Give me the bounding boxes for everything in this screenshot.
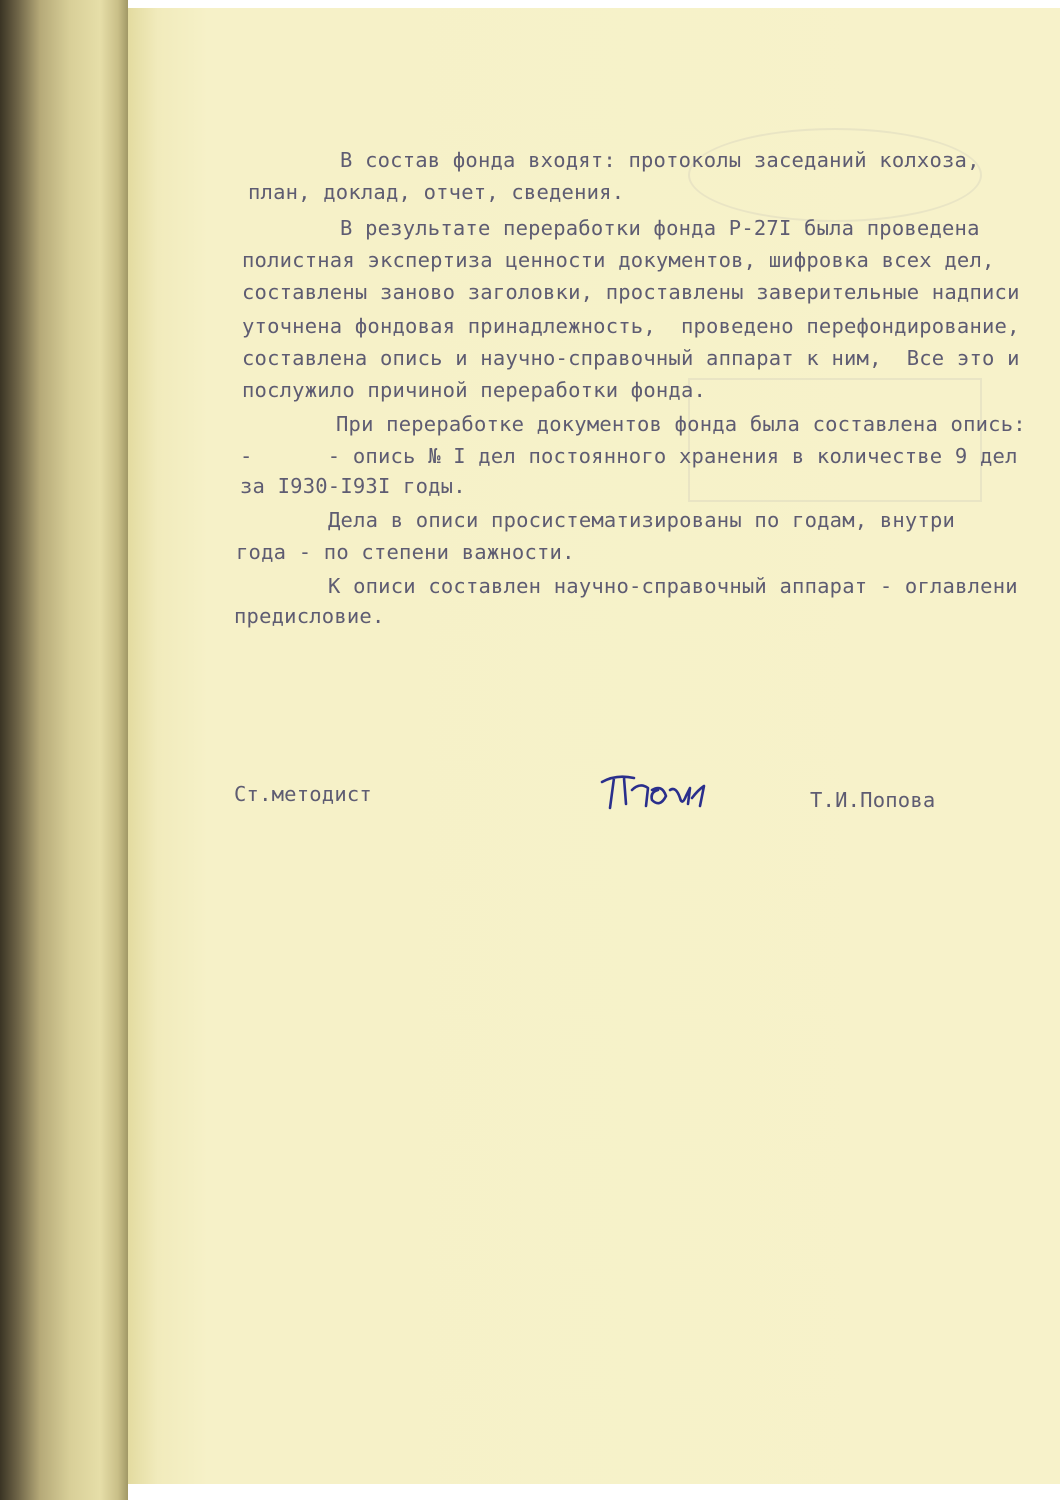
text-line: К описи составлен научно-справочный аппарат - оглавлени (328, 574, 1018, 598)
text-line: послужило причиной переработки фонда. (242, 378, 707, 402)
position-title: Ст.методист (234, 782, 372, 806)
text-line: уточнена фондовая принадлежность, проведено перефондирование, (242, 314, 1020, 338)
text-line: предисловие. (234, 604, 385, 628)
text-line: В состав фонда входят: протоколы заседаний колхоза, (340, 148, 980, 172)
text-line: составлена опись и научно-справочный аппарат к ним, Все это и (242, 346, 1020, 370)
faint-stamp-box (688, 378, 982, 502)
text-line: В результате переработки фонда Р-27I была проведена (340, 216, 980, 240)
text-line: план, доклад, отчет, сведения. (248, 180, 625, 204)
text-line: составлены заново заголовки, проставлены заверительные надписи (242, 280, 1020, 304)
text-line: Дела в описи просистематизированы по годам, внутри (328, 508, 956, 532)
text-line: года - по степени важности. (236, 540, 575, 564)
book-binding (0, 0, 128, 1500)
faint-stamp-mark (688, 128, 982, 222)
text-line: за I930-I93I годы. (240, 474, 466, 498)
text-line: При переработке документов фонда была составлена опись: (336, 412, 1026, 436)
text-line: - - опись № I дел постоянного хранения в количестве 9 дел (240, 444, 1018, 468)
handwritten-signature (596, 768, 708, 818)
text-line: полистная экспертиза ценности документов, шифровка всех дел, (242, 248, 995, 272)
signatory-name: Т.И.Попова (810, 788, 936, 812)
paper-sheet (128, 8, 1060, 1484)
